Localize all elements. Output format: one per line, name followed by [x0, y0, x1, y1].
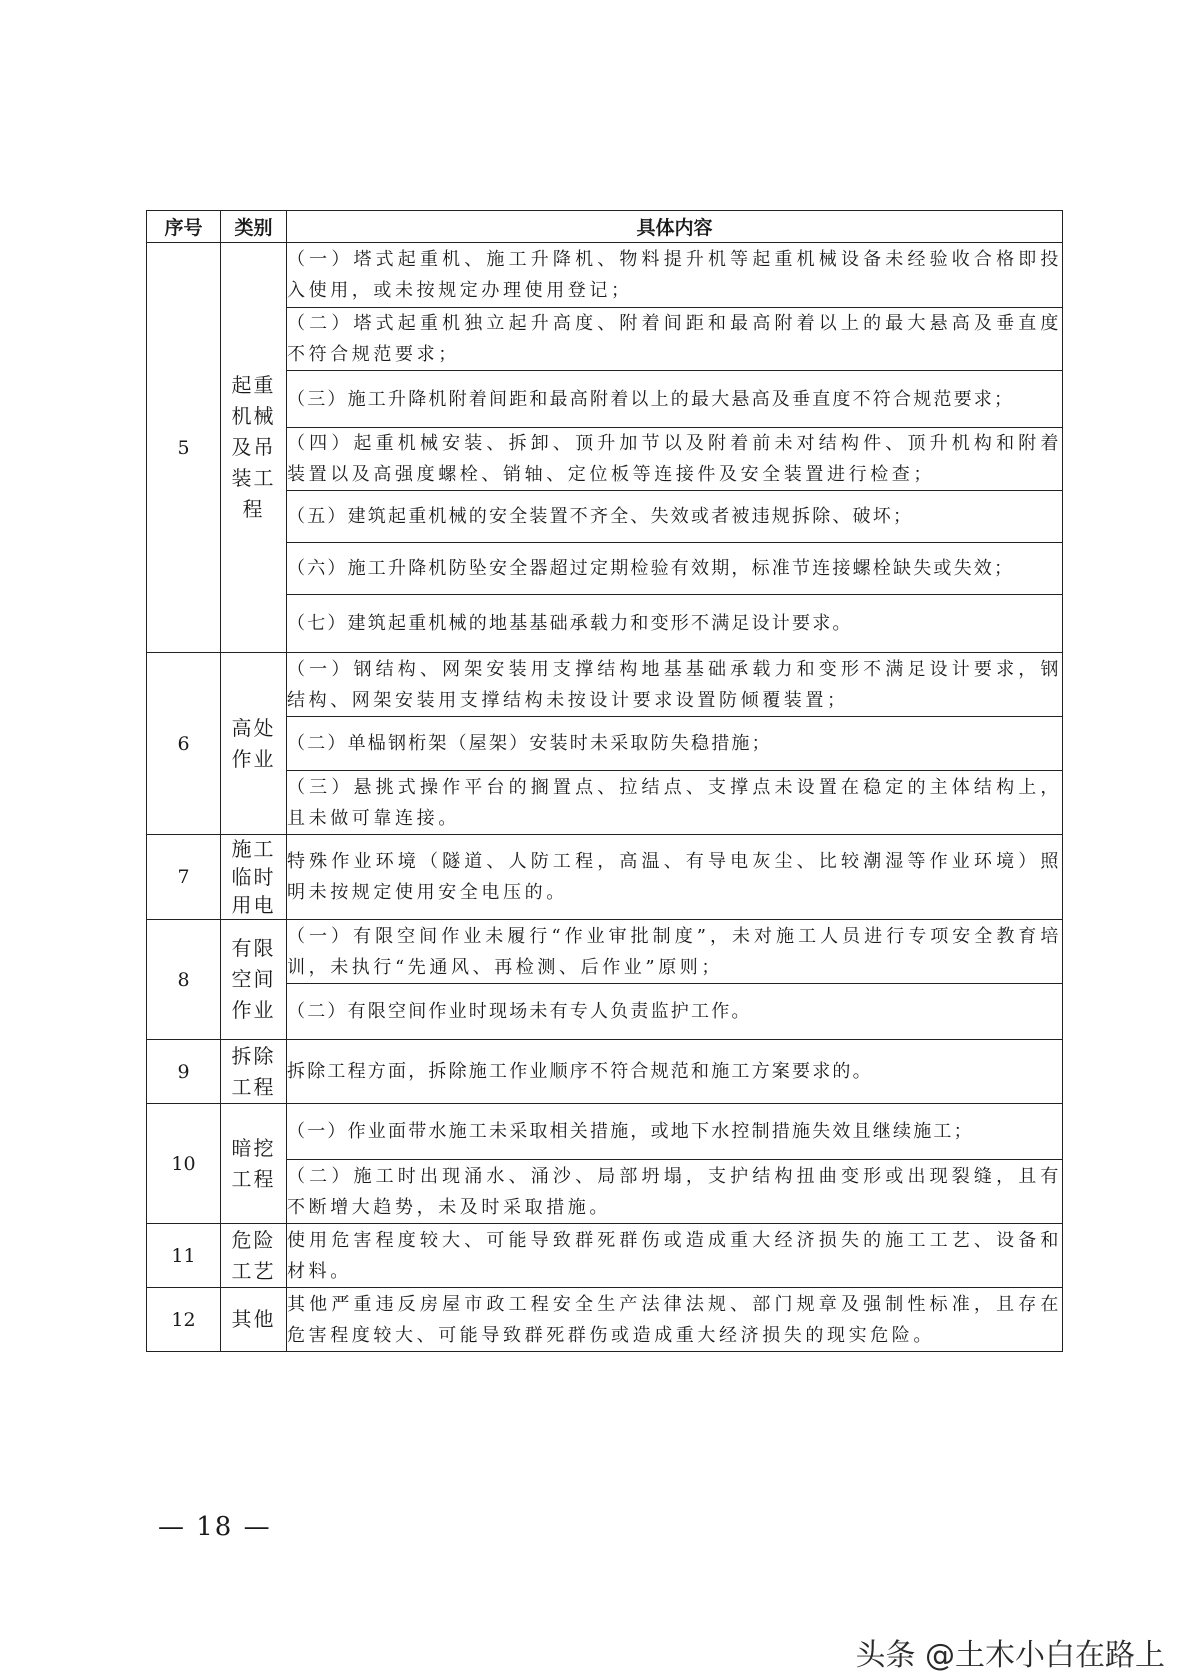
row-category: [221, 920, 287, 1040]
content-cell: （七）建筑起重机械的地基基础承载力和变形不满足设计要求。: [287, 595, 1063, 653]
row-category: [221, 1224, 287, 1288]
row-num: 12: [147, 1288, 221, 1352]
category-text: 暗挖工程: [231, 1135, 276, 1191]
content-cell: （三）悬挑式操作平台的搁置点、拉结点、支撑点未设置在稳定的主体结构上，且未做可靠连接。: [287, 771, 1063, 835]
content-cell: 拆除工程方面，拆除施工作业顺序不符合规范和施工方案要求的。: [287, 1040, 1063, 1104]
content-cell: （一）塔式起重机、施工升降机、物料提升机等起重机械设备未经验收合格即投入使用，或未按规定办理使用登记；: [287, 243, 1063, 308]
watermark-text: 头条 @土木小白在路上: [855, 1638, 1165, 1673]
content-cell: 使用危害程度较大、可能导致群死群伤或造成重大经济损失的施工工艺、设备和材料。: [287, 1224, 1063, 1288]
page-number: — 18 —: [158, 1512, 272, 1542]
category-text: 其他: [231, 1307, 276, 1331]
category-text: 危险工艺: [231, 1227, 276, 1283]
content-cell: （五）建筑起重机械的安全装置不齐全、失效或者被违规拆除、破坏；: [287, 491, 1063, 543]
table-row: [147, 1288, 1063, 1352]
row-category: [221, 1040, 287, 1104]
row-num: 6: [147, 653, 221, 835]
content-cell: 其他严重违反房屋市政工程安全生产法律法规、部门规章及强制性标准，且存在危害程度较大、可能导致群死群伤或造成重大经济损失的现实危险。: [287, 1288, 1063, 1352]
row-num: 7: [147, 835, 221, 920]
row-num: 9: [147, 1040, 221, 1104]
row-num: 8: [147, 920, 221, 1040]
table-row: [147, 835, 1063, 920]
row-category: [221, 243, 287, 653]
content-cell: （四）起重机械安装、拆卸、顶升加节以及附着前未对结构件、顶升机构和附着装置以及高强度螺栓、销轴、定位板等连接件及安全装置进行检查；: [287, 428, 1063, 491]
content-cell: （二）单榀钢桁架（屋架）安装时未采取防失稳措施；: [287, 717, 1063, 771]
content-cell: （一）钢结构、网架安装用支撑结构地基基础承载力和变形不满足设计要求，钢结构、网架安装用支撑结构未按设计要求设置防倾覆装置；: [287, 653, 1063, 717]
content-cell: （二）有限空间作业时现场未有专人负责监护工作。: [287, 984, 1063, 1040]
header-category: 类别: [221, 211, 287, 243]
hazard-table: [146, 210, 1063, 1352]
table-row: [147, 653, 1063, 717]
table-row: [147, 243, 1063, 308]
content-cell: （三）施工升降机附着间距和最高附着以上的最大悬高及垂直度不符合规范要求；: [287, 371, 1063, 428]
row-num: 11: [147, 1224, 221, 1288]
content-cell: （二）塔式起重机独立起升高度、附着间距和最高附着以上的最大悬高及垂直度不符合规范要求；: [287, 308, 1063, 371]
header-content: 具体内容: [287, 211, 1063, 243]
row-category: [221, 1104, 287, 1224]
content-cell: （一）作业面带水施工未采取相关措施，或地下水控制措施失效且继续施工；: [287, 1104, 1063, 1160]
row-category: [221, 653, 287, 835]
content-cell: （一）有限空间作业未履行“作业审批制度”，未对施工人员进行专项安全教育培训，未执行“先通风、再检测、后作业”原则；: [287, 920, 1063, 984]
row-num: 10: [147, 1104, 221, 1224]
category-text: 拆除工程: [231, 1043, 276, 1099]
content-cell: （六）施工升降机防坠安全器超过定期检验有效期，标准节连接螺栓缺失或失效；: [287, 543, 1063, 595]
category-text: 起重机械及吊装工程: [231, 373, 276, 521]
table-row: [147, 1104, 1063, 1160]
category-text: 有限空间作业: [231, 936, 276, 1022]
content-cell: 特殊作业环境（隧道、人防工程，高温、有导电灰尘、比较潮湿等作业环境）照明未按规定使用安全电压的。: [287, 835, 1063, 920]
content-cell: （二）施工时出现涌水、涌沙、局部坍塌，支护结构扭曲变形或出现裂缝，且有不断增大趋势，未及时采取措施。: [287, 1160, 1063, 1224]
header-num: 序号: [147, 211, 221, 243]
row-category: [221, 835, 287, 920]
table-header-row: [147, 211, 1063, 243]
row-num: 5: [147, 243, 221, 653]
row-category: [221, 1288, 287, 1352]
table-row: [147, 1040, 1063, 1104]
category-text: 高处作业: [231, 715, 276, 771]
table-row: [147, 1224, 1063, 1288]
category-text: 施工临时用电: [231, 837, 276, 917]
table-row: [147, 920, 1063, 984]
